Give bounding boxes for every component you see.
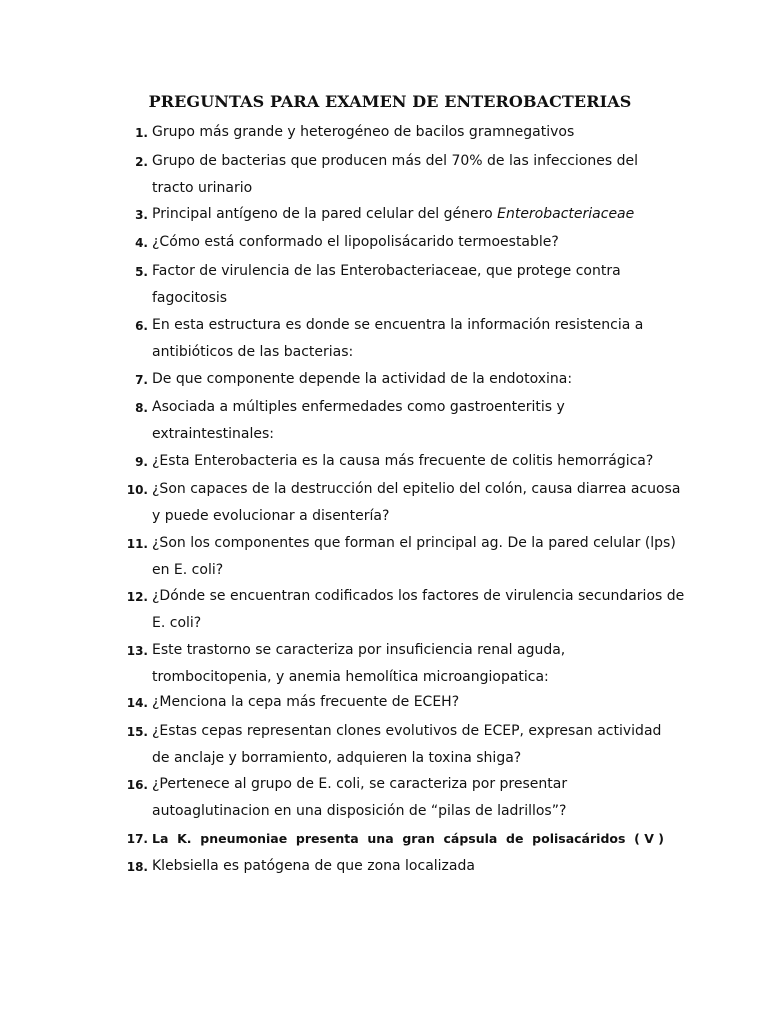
question-text: ¿Cómo está conformado el lipopolisácarido termoestable? bbox=[152, 234, 559, 250]
question-number: 15. bbox=[126, 725, 148, 739]
question-text: En esta estructura es donde se encuentra la información resistencia a bbox=[152, 317, 644, 333]
question-text-continued: E. coli? bbox=[152, 615, 202, 631]
question-number: 11. bbox=[126, 537, 148, 551]
question-text-line bbox=[152, 206, 634, 222]
question-number: 17. bbox=[126, 832, 148, 846]
genus-name: Enterobacteriaceae bbox=[497, 206, 635, 222]
question-number: 6. bbox=[135, 319, 148, 333]
question-text-continued: en E. coli? bbox=[152, 562, 224, 578]
question-number: 14. bbox=[126, 696, 148, 710]
question-text: ¿Son capaces de la destrucción del epitelio del colón, causa diarrea acuosa bbox=[152, 481, 681, 497]
question-text-continued: tracto urinario bbox=[152, 180, 253, 196]
question-text: ¿Dónde se encuentran codificados los factores de virulencia secundarios de bbox=[152, 588, 685, 604]
question-number: 18. bbox=[126, 860, 148, 874]
question-text-continued: y puede evolucionar a disentería? bbox=[152, 508, 390, 524]
question-number: 3. bbox=[135, 208, 148, 222]
question-text: Este trastorno se caracteriza por insuficiencia renal aguda, bbox=[152, 642, 566, 658]
question-text-continued: de anclaje y borramiento, adquieren la toxina shiga? bbox=[152, 750, 522, 766]
question-text: Factor de virulencia de las Enterobacteriaceae, que protege contra bbox=[152, 263, 621, 279]
question-text: ¿Son los componentes que forman el principal ag. De la pared celular (lps) bbox=[152, 535, 676, 551]
question-text: ¿Pertenece al grupo de E. coli, se caracteriza por presentar bbox=[152, 776, 568, 792]
question-text: ¿Esta Enterobacteria es la causa más frecuente de colitis hemorrágica? bbox=[152, 453, 654, 469]
question-number: 4. bbox=[135, 236, 148, 250]
question-text: Klebsiella es patógena de que zona localizada bbox=[152, 858, 475, 874]
question-text: Principal antígeno de la pared celular del género bbox=[152, 206, 498, 222]
question-text: De que componente depende la actividad de la endotoxina: bbox=[152, 371, 573, 387]
question-text: ¿Menciona la cepa más frecuente de ECEH? bbox=[152, 694, 460, 710]
question-number: 12. bbox=[126, 590, 148, 604]
question-number: 7. bbox=[135, 373, 148, 387]
question-number: 5. bbox=[135, 265, 148, 279]
question-text-continued: extraintestinales: bbox=[152, 426, 274, 442]
question-text: Grupo de bacterias que producen más del 70% de las infecciones del bbox=[152, 153, 638, 169]
question-number: 13. bbox=[126, 644, 148, 658]
question-number: 8. bbox=[135, 401, 148, 415]
question-text: Asociada a múltiples enfermedades como gastroenteritis y bbox=[152, 399, 565, 415]
question-text-continued: autoaglutinacion en una disposición de “pilas de ladrillos”? bbox=[152, 803, 567, 819]
question-text: La K. pneumoniae presenta una gran cápsula de polisacáridos ( V ) bbox=[152, 831, 664, 846]
question-text: ¿Estas cepas representan clones evolutivos de ECEP, expresan actividad bbox=[152, 723, 662, 739]
question-text-continued: fagocitosis bbox=[152, 290, 228, 306]
page-title: PREGUNTAS PARA EXAMEN DE ENTEROBACTERIAS bbox=[148, 92, 632, 111]
question-number: 9. bbox=[135, 455, 148, 469]
question-text-continued: trombocitopenia, y anemia hemolítica microangiopatica: bbox=[152, 669, 549, 685]
question-number: 1. bbox=[135, 126, 148, 140]
question-number: 10. bbox=[126, 483, 148, 497]
question-text: Grupo más grande y heterogéneo de bacilos gramnegativos bbox=[152, 124, 575, 140]
question-number: 16. bbox=[126, 778, 148, 792]
question-text-continued: antibióticos de las bacterias: bbox=[152, 344, 354, 360]
question-number: 2. bbox=[135, 155, 148, 169]
